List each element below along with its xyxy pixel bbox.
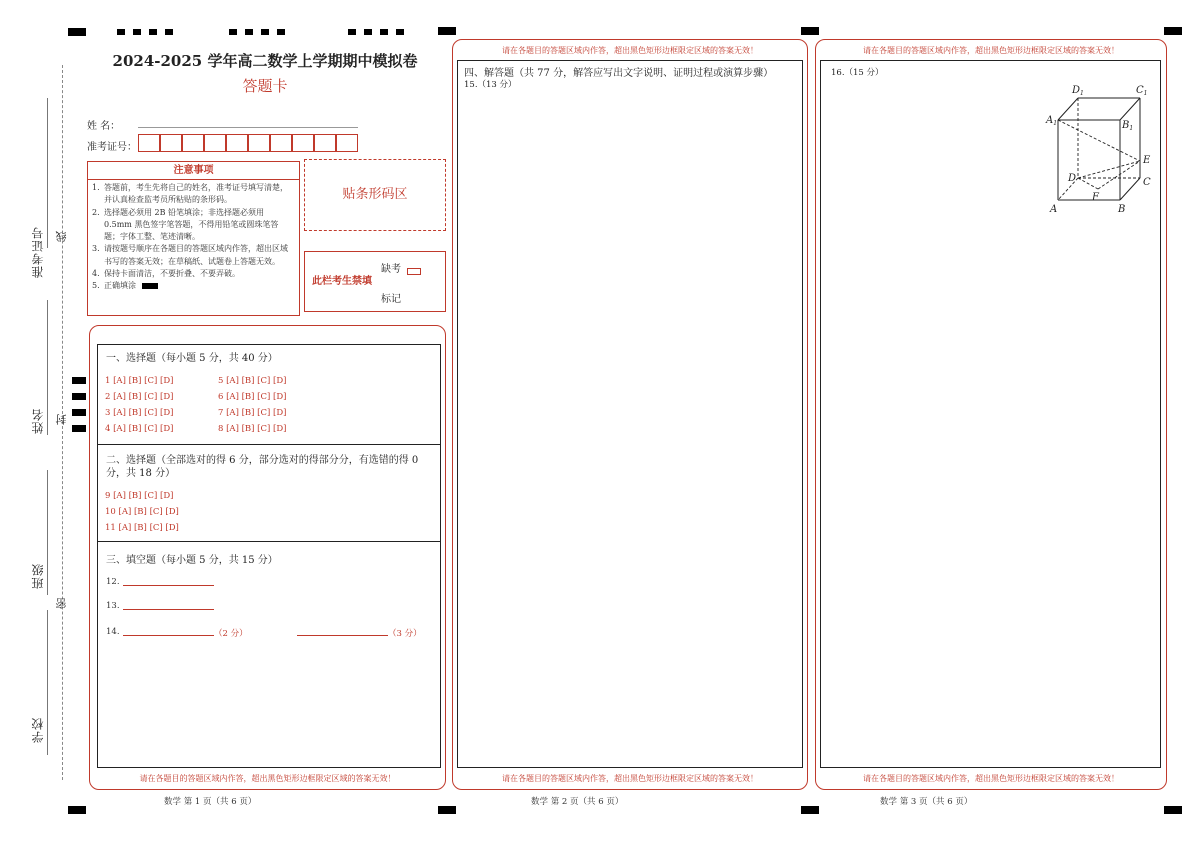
timing-mark	[277, 29, 285, 35]
choice-row[interactable]: 10 [A] [B] [C] [D]	[105, 507, 179, 517]
label-D: D	[1068, 173, 1077, 184]
choice-row[interactable]: 2 [A] [B] [C] [D]	[105, 392, 174, 402]
panel-warning: 请在各题目的答题区域内作答，超出黑色矩形边框限定区域的答案无效！	[863, 46, 1119, 55]
timing-mark	[72, 377, 86, 384]
id-box[interactable]	[182, 134, 204, 152]
side-label-seal: 封	[55, 413, 68, 425]
panel-warning: 请在各题目的答题区域内作答，超出黑色矩形边框限定区域的答案无效！	[502, 774, 758, 783]
edge	[1120, 178, 1140, 200]
side-label-school: 学校	[31, 717, 45, 743]
label-B: B	[1118, 204, 1126, 215]
answer-region-2[interactable]	[457, 60, 803, 768]
notice-list	[88, 180, 299, 293]
absent-banned-label: 此栏考生禁填	[312, 276, 372, 287]
q12-answer-line[interactable]	[123, 585, 214, 586]
timing-mark	[149, 29, 157, 35]
section-divider	[97, 541, 441, 542]
edge	[1120, 98, 1140, 120]
binding-field-line-school	[47, 610, 48, 755]
page-subtitle: 答题卡	[242, 77, 288, 95]
side-label-line: 线	[55, 230, 68, 242]
cube-figure	[1040, 82, 1165, 217]
choice-row[interactable]: 9 [A] [B] [C] [D]	[105, 491, 174, 501]
timing-mark	[261, 29, 269, 35]
notice-item: 3. 请按题号顺序在各题目的答题区域内作答，超出区域书写的答案无效；在草稿纸、试题卷上答题无效。	[92, 244, 288, 266]
id-box[interactable]	[270, 134, 292, 152]
choice-row[interactable]: 8 [A] [B] [C] [D]	[218, 424, 287, 434]
side-label-name: 姓名	[31, 408, 45, 434]
choice-row[interactable]: 3 [A] [B] [C] [D]	[105, 408, 174, 418]
choice-row[interactable]: 5 [A] [B] [C] [D]	[218, 376, 287, 386]
q12-label: 12.	[106, 577, 120, 587]
side-label-secret: 密	[55, 597, 68, 609]
page-footer-2: 数学 第 2 页（共 6 页）	[531, 797, 624, 807]
page-title: 2024-2025 学年高二数学上学期期中模拟卷	[112, 52, 418, 70]
notice-title: 注意事项	[88, 162, 299, 180]
binding-field-line-id	[47, 98, 48, 248]
q14-answer-line-a[interactable]	[123, 635, 214, 636]
notice-box	[87, 161, 300, 316]
section4-title: 四、解答题（共 77 分，解答应写出文字说明、证明过程或演算步骤）	[464, 68, 774, 79]
barcode-area: 贴条形码区	[304, 159, 446, 231]
notice-item: 2. 选择题必须用 2B 铅笔填涂；非选择题必须用 0.5mm 黑色签字笔答题，不得用铅笔或圆珠笔答题；字体工整、笔迹清晰。	[92, 207, 279, 242]
timing-mark	[133, 29, 141, 35]
notice-item: 4. 保持卡面清洁，不要折叠、不要弄破。	[92, 269, 240, 279]
hidden-edge	[1078, 161, 1140, 178]
hidden-edge	[1078, 178, 1098, 189]
label-A1: $A_1$	[1046, 115, 1058, 127]
label-B1: $B_1$	[1122, 120, 1134, 132]
label-E: E	[1143, 155, 1151, 166]
filled-sample-icon	[142, 283, 158, 289]
q13-answer-line[interactable]	[123, 609, 214, 610]
id-box[interactable]	[248, 134, 270, 152]
id-label: 准考证号：	[87, 142, 137, 153]
panel-warning: 请在各题目的答题区域内作答，超出黑色矩形边框限定区域的答案无效！	[863, 774, 1119, 783]
panel-warning: 请在各题目的答题区域内作答，超出黑色矩形边框限定区域的答案无效！	[502, 46, 758, 55]
edge	[1058, 98, 1078, 120]
id-box[interactable]	[138, 134, 160, 152]
page-footer-3: 数学 第 3 页（共 6 页）	[880, 797, 973, 807]
label-C: C	[1143, 177, 1151, 188]
id-box[interactable]	[336, 134, 358, 152]
choice-row[interactable]: 4 [A] [B] [C] [D]	[105, 424, 174, 434]
timing-mark	[380, 29, 388, 35]
timing-mark	[72, 425, 86, 432]
name-label: 姓 名：	[87, 121, 121, 132]
timing-mark	[72, 393, 86, 400]
label-A: A	[1050, 204, 1058, 215]
binding-field-line-name	[47, 300, 48, 435]
timing-mark	[801, 27, 819, 35]
q14-label: 14.	[106, 627, 120, 637]
notice-item: 5. 正确填涂	[92, 280, 293, 292]
absent-checkbox[interactable]	[407, 268, 421, 275]
timing-mark	[165, 29, 173, 35]
timing-mark	[364, 29, 372, 35]
choice-row[interactable]: 6 [A] [B] [C] [D]	[218, 392, 287, 402]
id-box[interactable]	[226, 134, 248, 152]
section2-title-line1: 二、选择题（全部选对的得 6 分，部分选对的得部分分，有选错的得 0	[106, 455, 419, 466]
absent-box	[304, 251, 446, 312]
id-box[interactable]	[314, 134, 336, 152]
id-box[interactable]	[292, 134, 314, 152]
label-C1: $C_1$	[1136, 85, 1148, 97]
timing-mark	[229, 29, 237, 35]
binding-field-line-class	[47, 470, 48, 595]
id-box[interactable]	[204, 134, 226, 152]
notice-item: 1. 答题前，考生先将自己的姓名，准考证号填写清楚，并认真检查监考员所粘贴的条形码。	[92, 183, 288, 205]
side-label-id: 准考证号	[31, 226, 45, 278]
timing-mark	[438, 27, 456, 35]
q14-points-a: （2 分）	[214, 629, 248, 639]
q15-label: 15.（13 分）	[464, 80, 517, 90]
choice-row[interactable]: 1 [A] [B] [C] [D]	[105, 376, 174, 386]
section-divider	[97, 444, 441, 445]
page-footer-1: 数学 第 1 页（共 6 页）	[164, 797, 257, 807]
timing-mark	[396, 29, 404, 35]
side-label-class: 班级	[31, 563, 45, 589]
section1-title: 一、选择题（每小题 5 分，共 40 分）	[106, 353, 278, 364]
q16-label: 16.（15 分）	[831, 68, 884, 78]
timing-mark	[348, 29, 356, 35]
id-box[interactable]	[160, 134, 182, 152]
timing-mark	[438, 806, 456, 814]
section3-title: 三、填空题（每小题 5 分，共 15 分）	[106, 555, 278, 566]
timing-mark	[245, 29, 253, 35]
panel-warning: 请在各题目的答题区域内作答，超出黑色矩形边框限定区域的答案无效！	[139, 774, 396, 783]
q13-label: 13.	[106, 601, 120, 611]
label-D1: $D_1$	[1072, 85, 1084, 97]
timing-mark	[72, 409, 86, 416]
absent-label: 缺考	[381, 264, 401, 275]
timing-mark	[68, 28, 86, 36]
timing-mark	[1164, 806, 1182, 814]
choice-row[interactable]: 11 [A] [B] [C] [D]	[105, 523, 179, 533]
timing-mark	[117, 29, 125, 35]
name-input-line[interactable]	[138, 127, 358, 128]
absent-mark-label: 标记	[381, 294, 401, 305]
timing-mark	[1164, 27, 1182, 35]
choice-row[interactable]: 7 [A] [B] [C] [D]	[218, 408, 287, 418]
q14-answer-line-b[interactable]	[297, 635, 388, 636]
section2-title-line2: 分，共 18 分）	[106, 468, 176, 479]
q14-points-b: （3 分）	[388, 629, 422, 639]
timing-mark	[801, 806, 819, 814]
label-F: F	[1092, 192, 1099, 203]
timing-mark	[68, 806, 86, 814]
